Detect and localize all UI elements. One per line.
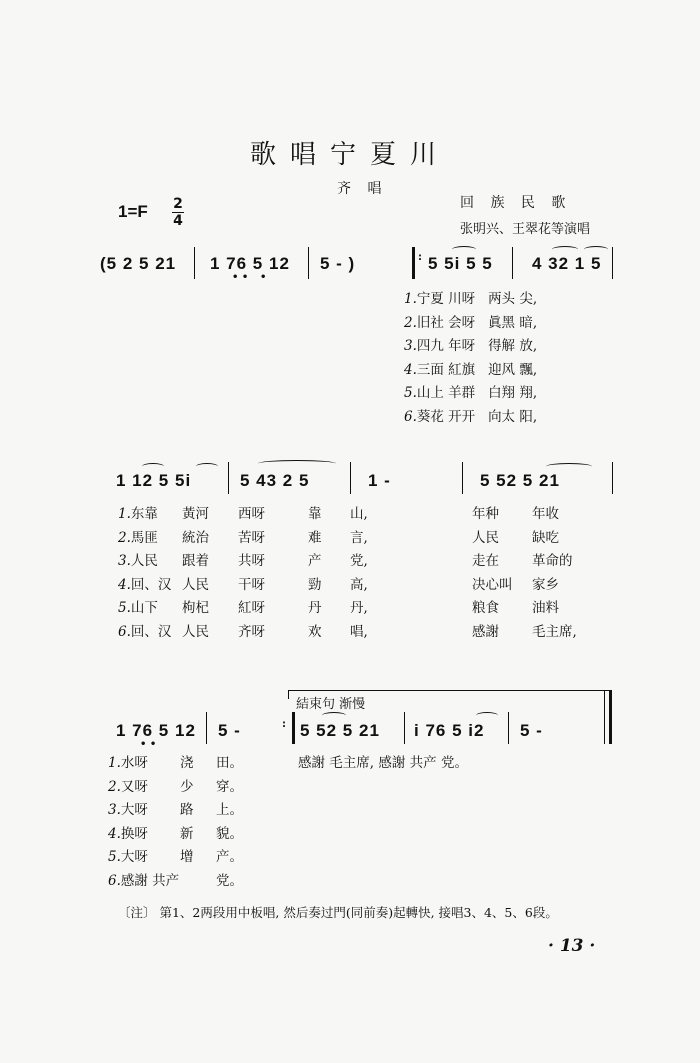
key-signature: 1=F (118, 202, 148, 221)
final-barline (609, 690, 612, 744)
ending-lyric: 感謝 毛主席, 感謝 共产 党。 (298, 755, 468, 771)
lyrics-block-3 (108, 752, 268, 893)
page-title: 歌唱宁夏川 (249, 140, 450, 170)
lyric-line: 2.又呀 少 穿。 (108, 778, 243, 795)
ending-label: 結束句 渐慢 (296, 697, 366, 712)
lyric-line: 4.换呀 新 貌。 (108, 825, 243, 842)
lyric-line: 5.大呀 增 产。 (108, 849, 243, 865)
lyric-line: 1.水呀 浇 田。 (108, 755, 243, 771)
intro-measure-3: 5 - ) (320, 254, 356, 273)
page-number: · 13 · (548, 936, 596, 956)
melody-measure-6: 5 52 5 21 (480, 471, 560, 490)
lyric-line: 3.四九 年呀 得解 放, (404, 338, 538, 354)
lyric-line: 6.葵花 开开 向太 阳, (404, 408, 538, 425)
lyric-line: 1.东靠 黃河 西呀 靠 山, 年种 年收 (118, 506, 559, 522)
repeat-barline (412, 247, 415, 279)
barline (612, 462, 613, 494)
lyric-line: 4.三面 紅旗 迎风 飄, (404, 361, 538, 378)
melody-measure-2: 4 32 1 5 (532, 254, 602, 273)
footnote: 〔注〕 第1、2两段用中板唱, 然后奏过門(同前奏)起轉快, 接唱3、4、5、6段。 (118, 905, 558, 920)
lyric-line: 2.馬匪 統治 苦呀 难 言, 人民 缺吃 (118, 529, 559, 546)
lyric-line: 1.宁夏 川呀 两头 尖, (404, 291, 538, 307)
melody-measure-7: 1 76 5 12 (116, 721, 196, 740)
intro-measure-1: (5 2 5 21 (100, 254, 177, 273)
lyric-line: 5.山上 羊群 白翔 翔, (404, 385, 538, 401)
barline (508, 712, 509, 744)
barline (512, 247, 513, 279)
intro-measure-2: 1 76 5 12 (210, 254, 290, 273)
lyric-line: 3.大呀 路 上。 (108, 802, 243, 818)
barline (350, 462, 351, 494)
melody-measure-10: i 76 5 i2 (414, 721, 485, 740)
lyrics-block-1 (404, 288, 537, 429)
melody-measure-1: 5 5i 5 5 (428, 254, 493, 273)
barline (194, 247, 195, 279)
singers-credit: 张明兴、王翠花等演唱 (460, 222, 591, 237)
melody-measure-11: 5 - (520, 721, 543, 740)
barline (228, 462, 229, 494)
melody-measure-9: 5 52 5 21 (300, 721, 380, 740)
time-signature (172, 197, 184, 228)
barline (404, 712, 405, 744)
time-top: 2 (173, 196, 183, 212)
barline (308, 247, 309, 279)
melody-measure-4: 5 43 2 5 (240, 471, 310, 490)
melody-measure-8: 5 - (218, 721, 241, 740)
barline (206, 712, 207, 744)
lyrics-block-2 (118, 503, 618, 644)
lyric-line: 4.回、汉 人民 干呀 勁 高, 决心叫 家乡 (118, 576, 559, 593)
lyric-line: 3.人民 跟着 共呀 产 党, 走在 革命的 (118, 553, 573, 569)
barline (612, 247, 613, 279)
performance-style: 齐 唱 (337, 181, 388, 197)
lyric-line: 6.回、汉 人民 齐呀 欢 唱, 感謝 毛主席, (118, 623, 577, 640)
time-bottom: 4 (173, 213, 183, 229)
lyric-line: 6.感謝 共产 党。 (108, 872, 243, 889)
melody-measure-3: 1 12 5 5i (116, 471, 192, 490)
lyric-line: 5.山下 枸杞 紅呀 丹 丹, 粮食 油料 (118, 600, 559, 616)
melody-measure-5: 1 - (368, 471, 391, 490)
lyric-line: 2.旧社 会呀 眞黑 暗, (404, 314, 538, 331)
repeat-barline (292, 712, 295, 744)
barline (462, 462, 463, 494)
song-genre: 回 族 民 歌 (460, 195, 572, 211)
barline (604, 690, 605, 744)
